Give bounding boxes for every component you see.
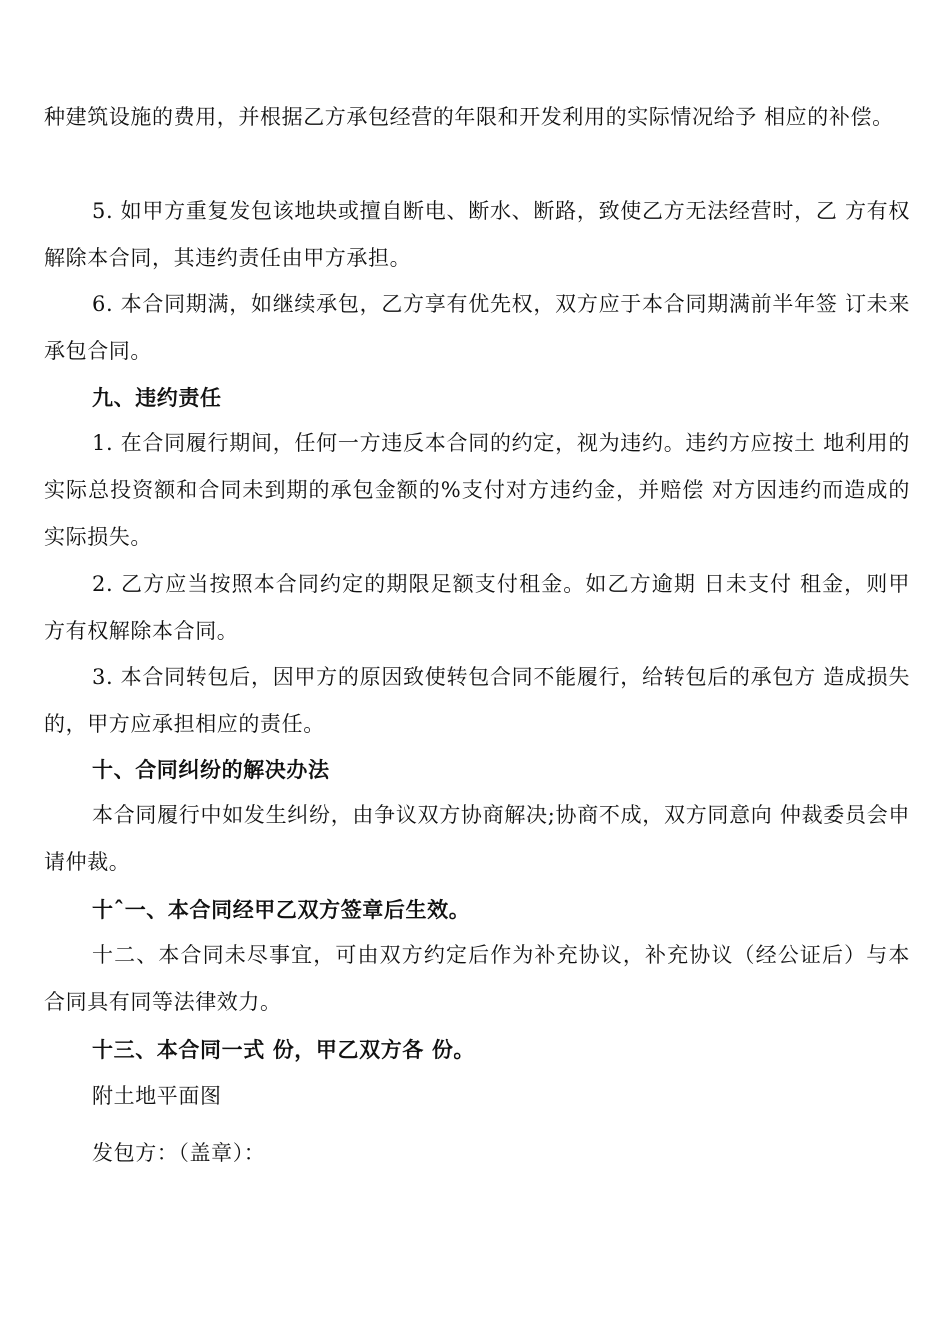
signature-line-issuer: 发包方：（盖章）： bbox=[92, 1141, 266, 1165]
paragraph-compensation-continued: 种建筑设施的费用，并根据乙方承包经营的年限和开发利用的实际情况给予 相应的补偿。 bbox=[44, 105, 894, 129]
paragraph-item-6: 6. 本合同期满，如继续承包，乙方享有优先权，双方应于本合同期满前半年签 订未来承包合同。 bbox=[44, 292, 910, 363]
paragraph-attachment: 附土地平面图 bbox=[92, 1084, 222, 1108]
paragraph-item-5: 5. 如甲方重复发包该地块或擅自断电、断水、断路，致使乙方无法经营时，乙 方有权解除本合同，其违约责任由甲方承担。 bbox=[44, 199, 910, 270]
section-heading-copies: 十三、本合同一式 份，甲乙双方各 份。 bbox=[92, 1037, 476, 1062]
paragraph-breach-2: 2. 乙方应当按照本合同约定的期限足额支付租金。如乙方逾期 日未支付 租金，则甲方有权解除本合同。 bbox=[44, 572, 910, 643]
section-heading-breach-liability: 九、违约责任 bbox=[92, 385, 222, 410]
section-heading-dispute-resolution: 十、合同纠纷的解决办法 bbox=[92, 757, 330, 782]
paragraph-breach-3: 3. 本合同转包后，因甲方的原因致使转包合同不能履行，给转包后的承包方 造成损失的，甲方应承担相应的责任。 bbox=[44, 665, 910, 736]
paragraph-breach-1: 1. 在合同履行期间，任何一方违反本合同的约定，视为违约。违约方应按土 地利用的实际总投资额和合同未到期的承包金额的%支付对方违约金，并赔偿 对方因违约而造成的实际损失。 bbox=[44, 431, 910, 549]
paragraph-section-12: 十二、本合同未尽事宜，可由双方约定后作为补充协议，补充协议（经公证后）与本合同具有同等法律效力。 bbox=[44, 943, 910, 1014]
paragraph-dispute: 本合同履行中如发生纠纷，由争议双方协商解决;协商不成，双方同意向 仲裁委员会申请仲裁。 bbox=[44, 803, 910, 874]
section-heading-effectiveness: 十ˆ一、本合同经甲乙双方签章后生效。 bbox=[92, 897, 471, 922]
